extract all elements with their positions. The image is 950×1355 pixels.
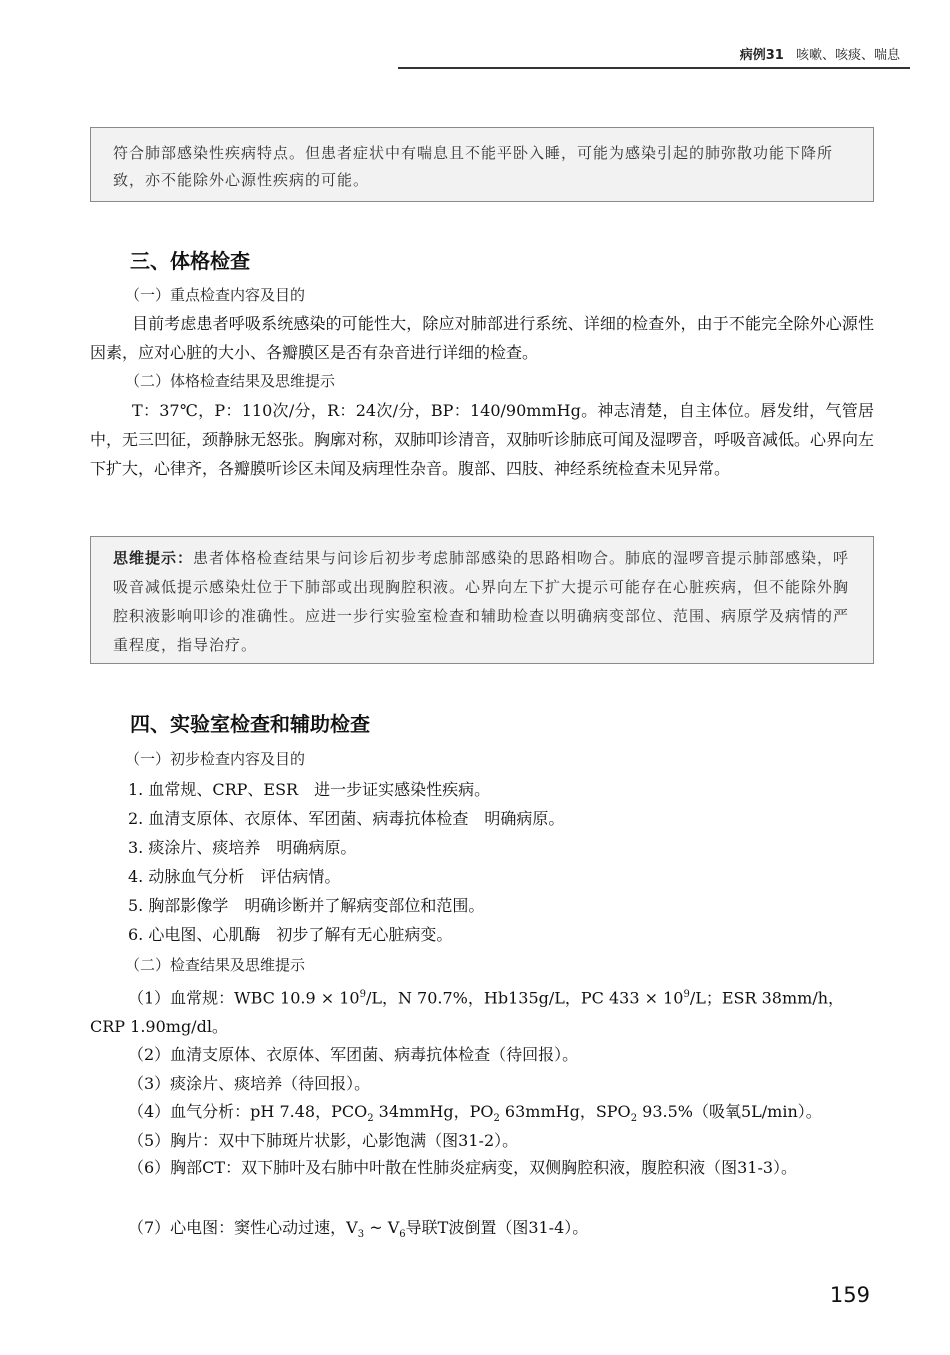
note-box-top-text: 符合肺部感染性疾病特点。但患者症状中有喘息且不能平卧入睡，可能为感染引起的肺弥散功能下降所致，亦不能除外心源性疾病的可能。 <box>113 144 834 189</box>
subsection-exam-results-tips: （二）检查结果及思维提示 <box>125 956 306 974</box>
header-rule <box>398 67 950 69</box>
page-number: 159 <box>829 1283 870 1307</box>
list-item: 6. 心电图、心肌酶 初步了解有无心脏病变。 <box>128 925 453 944</box>
paragraph-exam-results: T：37℃，P：110次/分，R：24次/分，BP：140/90mmHg。神志清楚，自主体位。唇发绀，气管居中，无三凹征，颈静脉无怒张。胸廓对称，双肺叩诊清音，双肺听诊肺底可闻及湿啰音，呼吸音减低。心界向左下扩大，心律齐，各瓣膜听诊区未闻及病理性杂音。腹部、四肢、神经系统检查未见异常。 <box>90 401 875 478</box>
section-title-physical-exam: 三、体格检查 <box>130 249 250 273</box>
paragraph-key-exam: 目前考虑患者呼吸系统感染的可能性大，除应对肺部进行系统、详细的检查外，由于不能完全除外心源性因素，应对心脏的大小、各瓣膜区是否有杂音进行详细的检查。 <box>90 314 874 362</box>
list-item: 2. 血清支原体、衣原体、军团菌、病毒抗体检查 明确病原。 <box>128 809 565 828</box>
thinking-tip-box <box>90 536 874 664</box>
list-item: 4. 动脉血气分析 评估病情。 <box>128 867 341 886</box>
subsection-key-exam: （一）重点检查内容及目的 <box>125 286 306 304</box>
list-item: 3. 痰涂片、痰培养 明确病原。 <box>128 838 357 857</box>
subsection-exam-results: （二）体格检查结果及思维提示 <box>125 372 336 390</box>
note-box-top <box>90 127 874 202</box>
case-label: 病例31 <box>739 48 784 63</box>
running-header <box>740 44 900 63</box>
list-item: 5. 胸部影像学 明确诊断并了解病变部位和范围。 <box>128 896 485 915</box>
case-title: 咳嗽、咳痰、喘息 <box>795 48 900 63</box>
thinking-tip-text: 患者体格检查结果与问诊后初步考虑肺部感染的思路相吻合。肺底的湿啰音提示肺部感染，呼吸音减低提示感染灶位于下肺部或出现胸腔积液。心界向左下扩大提示可能存在心脏疾病，但不能除外胸腔积液影响叩诊的准确性。应进一步行实验室检查和辅助检查以明确病变部位、范围、病原学及病情的严重程度，指导治疗。 <box>113 549 850 654</box>
result-chest-ct: （6）胸部CT：双下肺叶及右肺中叶散在性肺炎症病变，双侧胸腔积液，腹腔积液（图31-3）。 <box>128 1158 798 1177</box>
list-item: 1. 血常规、CRP、ESR 进一步证实感染性疾病。 <box>128 780 491 799</box>
result-blood-routine: （1）血常规：WBC $10.9 \times 10^9/L$，N 70.7%，Hb135g/L，PC $433 \times 10^9/L$；ESR 38mm/h，CRP 1.90mg/dl。 <box>90 988 845 1037</box>
section-title-lab-exam: 四、实验室检查和辅助检查 <box>130 712 370 736</box>
result-serology: （2）血清支原体、衣原体、军团菌、病毒抗体检查（待回报）。 <box>128 1045 579 1064</box>
result-sputum: （3）痰涂片、痰培养（待回报）。 <box>128 1074 371 1093</box>
result-chest-xray: （5）胸片：双中下肺斑片状影，心影饱满（图31-2）。 <box>128 1131 519 1150</box>
subsection-initial-exam: （一）初步检查内容及目的 <box>125 750 306 768</box>
result-blood-gas: （4）血气分析：pH 7.48，$PCO_2$ 34mmHg，$PO_2$ 63mmHg，$SPO_2$ 93.5%（吸氧5L/min）。 <box>128 1102 822 1125</box>
result-ecg: （7）心电图：窦性心动过速，$V_3$ ~ $V_6$导联T波倒置（图31-4）。 <box>128 1218 589 1241</box>
thinking-tip-label: 思维提示： <box>113 549 194 567</box>
